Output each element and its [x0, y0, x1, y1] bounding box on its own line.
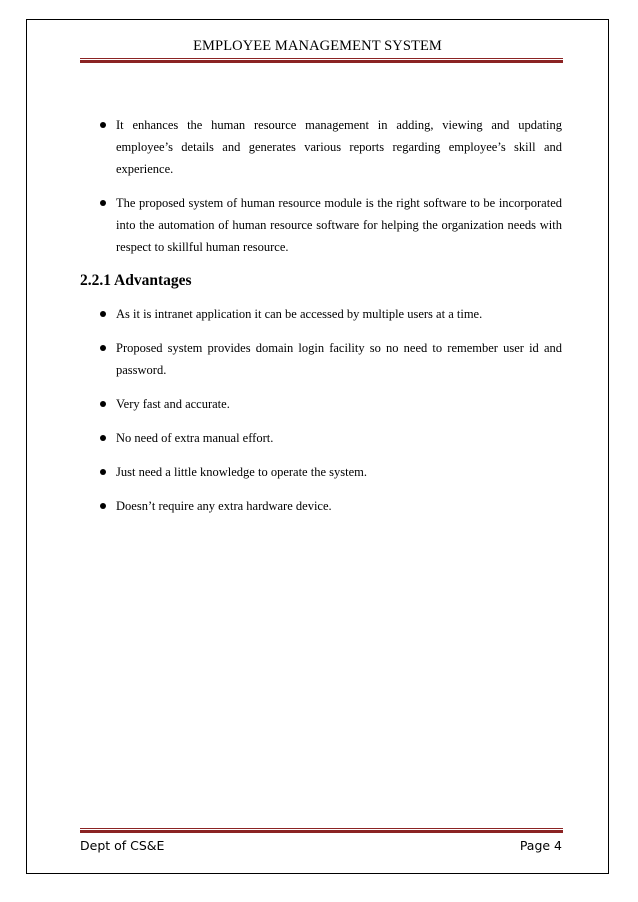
- list-item: [80, 495, 562, 517]
- bullet-text: Just need a little knowledge to operate the system.: [116, 465, 367, 479]
- bullet-text: Proposed system provides domain login facility so no need to remember user id and password.: [116, 341, 562, 377]
- bullet-text: As it is intranet application it can be accessed by multiple users at a time.: [116, 307, 483, 321]
- list-item: [80, 337, 562, 381]
- advantages-bullet-list: [80, 303, 562, 529]
- bullet-text: Doesn’t require any extra hardware device.: [116, 499, 332, 513]
- header-title: EMPLOYEE MANAGEMENT SYSTEM: [193, 38, 442, 54]
- intro-bullet-list: [80, 114, 562, 270]
- list-item: [80, 114, 562, 180]
- list-item: [80, 303, 562, 325]
- bullet-icon: [100, 345, 106, 351]
- footer-rule-thin: [80, 828, 563, 829]
- section-heading: 2.2.1 Advantages: [80, 272, 192, 289]
- header-rule-thin: [80, 58, 563, 59]
- bullet-icon: [100, 122, 106, 128]
- list-item: [80, 461, 562, 483]
- footer-rule-thick: [80, 830, 563, 833]
- bullet-icon: [100, 435, 106, 441]
- bullet-icon: [100, 311, 106, 317]
- footer-page-number: Page 4: [519, 838, 562, 853]
- bullet-icon: [100, 503, 106, 509]
- bullet-text: No need of extra manual effort.: [116, 431, 274, 445]
- bullet-text: It enhances the human resource management in adding, viewing and updating employee’s details and generates various reports regarding employee’s skill and experience.: [116, 118, 562, 176]
- footer-rule: [80, 828, 563, 834]
- footer-department: Dept of CS&E: [80, 838, 165, 853]
- header-rule-thick: [80, 60, 563, 63]
- bullet-icon: [100, 401, 106, 407]
- bullet-icon: [100, 200, 106, 206]
- list-item: [80, 192, 562, 258]
- list-item: [80, 427, 562, 449]
- bullet-icon: [100, 469, 106, 475]
- bullet-text: Very fast and accurate.: [116, 397, 230, 411]
- list-item: [80, 393, 562, 415]
- bullet-text: The proposed system of human resource module is the right software to be incorporated into the automation of human resource software for helping the organization needs with respect to skillful human resource.: [116, 196, 562, 254]
- header-rule: [80, 58, 563, 64]
